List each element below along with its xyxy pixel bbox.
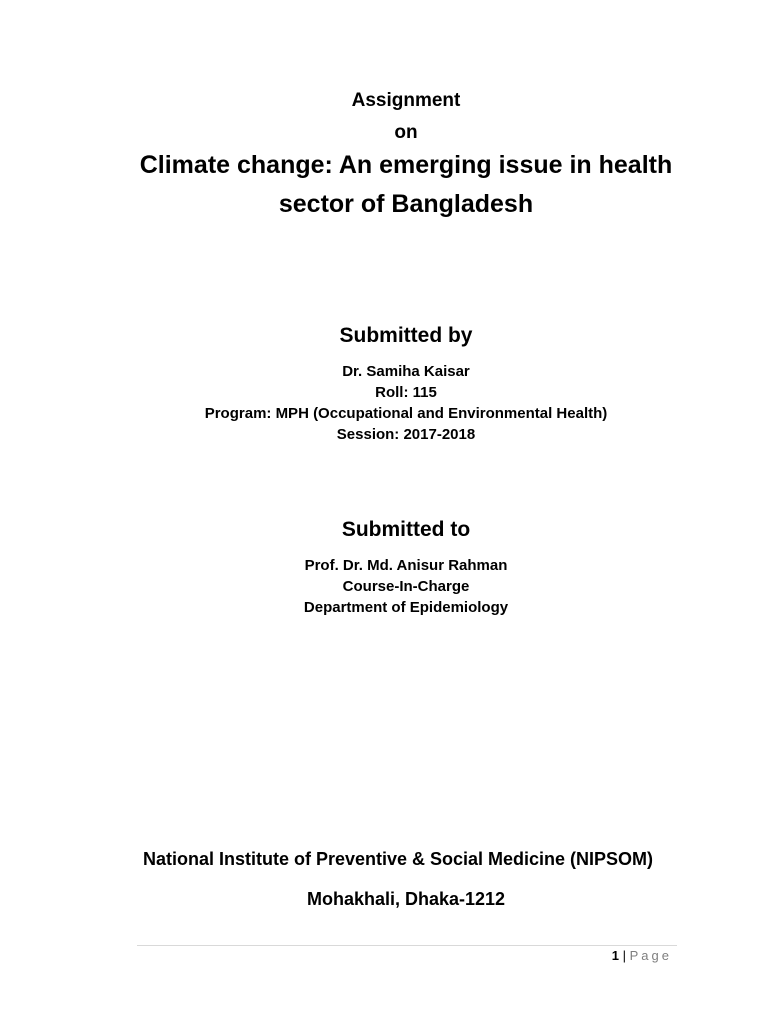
supervisor-role: Course-In-Charge (342, 578, 470, 595)
submitted-to-heading: Submitted to (341, 518, 471, 541)
page-number: 1 (611, 948, 620, 963)
title-line-1: Climate change: An emerging issue in health (139, 151, 673, 179)
institution-address: Mohakhali, Dhaka-1212 (306, 889, 506, 909)
student-name: Dr. Samiha Kaisar (342, 363, 470, 380)
supervisor-name: Prof. Dr. Md. Anisur Rahman (304, 557, 508, 574)
page-footer (612, 949, 672, 962)
institution-name: National Institute of Preventive & Social Medicine (NIPSOM) (142, 849, 654, 869)
page-word: Page (629, 948, 672, 963)
assignment-label: Assignment (351, 90, 461, 111)
footer-divider (137, 945, 677, 946)
student-session: Session: 2017-2018 (336, 426, 476, 443)
supervisor-department: Department of Epidemiology (303, 599, 509, 616)
title-line-2: sector of Bangladesh (278, 190, 534, 218)
submitted-by-heading: Submitted by (339, 324, 473, 347)
on-label: on (394, 122, 418, 143)
page-separator: | (619, 948, 630, 963)
student-program: Program: MPH (Occupational and Environmental Health) (204, 405, 608, 422)
student-roll: Roll: 115 (375, 384, 437, 401)
